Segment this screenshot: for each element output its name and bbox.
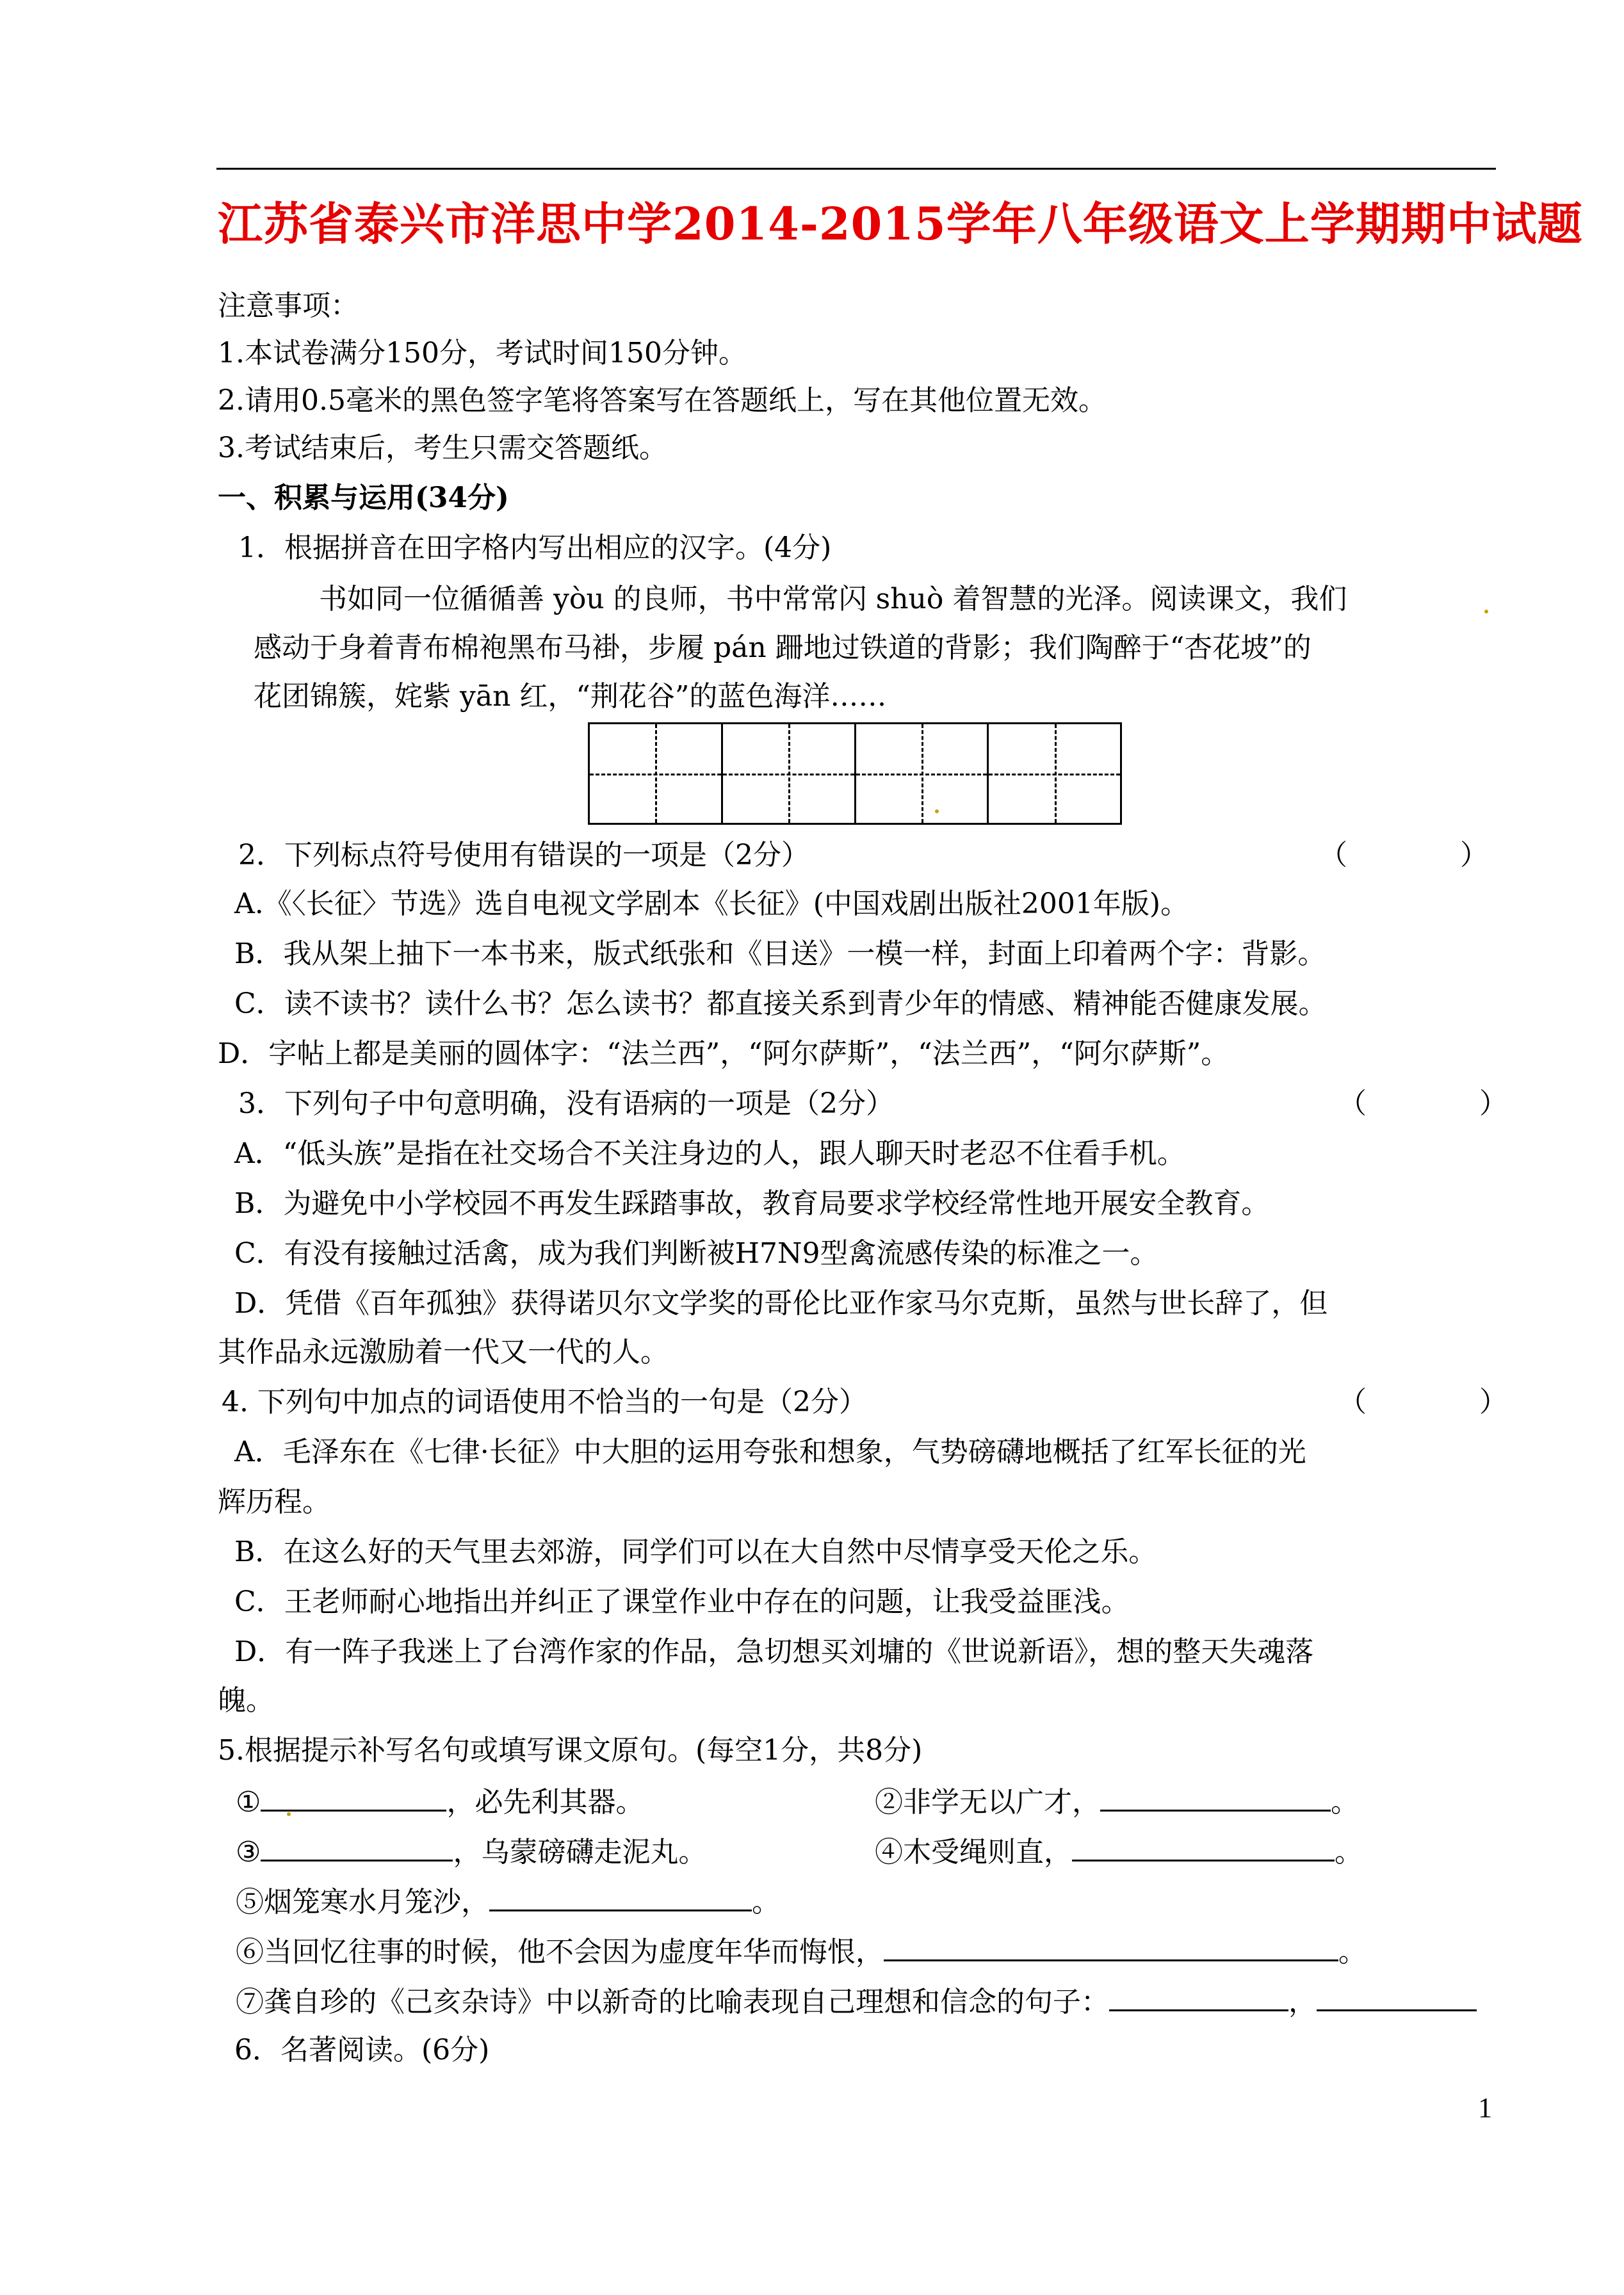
emphasis-dot (935, 809, 939, 813)
q5-stem: 5.根据提示补写名句或填写课文原句。(每空1分，共8分) (218, 1734, 923, 1767)
q4-answer-paren[interactable]: （ ） (1338, 1386, 1507, 1418)
q1-text-line: 花团锦簇，姹紫 yān 红，“荆花谷”的蓝色海洋…… (254, 680, 887, 713)
q5-blank-3[interactable] (261, 1831, 453, 1861)
emphasis-dot (287, 1812, 291, 1816)
q2-stem: 2．下列标点符号使用有错误的一项是（2分） (238, 839, 809, 872)
q5-blank-6[interactable] (884, 1931, 1338, 1961)
q5-blank-4-line: ④木受绳则直， 。 (875, 1831, 1363, 1872)
q5-blank-7a[interactable] (1109, 1981, 1288, 2011)
grid-cell[interactable] (856, 724, 989, 823)
q4-option-b: B．在这么好的天气里去郊游，同学们可以在大自然中尽情享受天伦之乐。 (234, 1536, 1157, 1568)
q3-option-d: D．凭借《百年孤独》获得诺贝尔文学奖的哥伦比亚作家马尔克斯，虽然与世长辞了，但 (234, 1287, 1328, 1320)
page-title: 江苏省泰兴市洋思中学2014-2015学年八年级语文上学期期中试题 (218, 197, 1583, 250)
q5-blank-3-line: ③ ，乌蒙磅礴走泥丸。 (236, 1831, 706, 1872)
grid-cell[interactable] (590, 724, 723, 823)
q3-option-b: B．为避免中小学校园不再发生踩踏事故，教育局要求学校经常性地开展安全教育。 (234, 1187, 1270, 1220)
q2-option-d: D．字帖上都是美丽的圆体字：“法兰西”，“阿尔萨斯”，“法兰西”，“阿尔萨斯”。 (218, 1037, 1230, 1070)
notice-item: 1.本试卷满分150分，考试时间150分钟。 (218, 337, 747, 369)
q3-stem: 3．下列句子中句意明确，没有语病的一项是（2分） (238, 1087, 894, 1120)
q3-option-c: C．有没有接触过活禽，成为我们判断被H7N9型禽流感传染的标准之一。 (234, 1237, 1158, 1270)
q5-blank-6-line: ⑥当回忆往事的时候，他不会因为虚度年华而悔恨， 。 (236, 1931, 1367, 1972)
notice-heading: 注意事项： (218, 289, 359, 322)
notice-item: 3.考试结束后，考生只需交答题纸。 (218, 432, 667, 464)
emphasis-dot (1484, 610, 1488, 613)
q5-blank-5-line: ⑤烟笼寒水月笼沙， 。 (236, 1881, 780, 1922)
q4-option-d: D．有一阵子我迷上了台湾作家的作品，急切想买刘墉的《世说新语》，想的整天失魂落 (234, 1635, 1314, 1668)
q4-stem: 4. 下列句中加点的词语使用不恰当的一句是（2分） (222, 1386, 867, 1418)
q2-option-a: A.《〈长征〉节选》选自电视文学剧本《长征》(中国戏剧出版社2001年版)。 (234, 888, 1189, 920)
q5-blank-1[interactable] (261, 1781, 446, 1812)
q3-answer-paren[interactable]: （ ） (1338, 1087, 1507, 1120)
q5-blank-4[interactable] (1072, 1831, 1335, 1861)
q2-option-b: B．我从架上抽下一本书来，版式纸张和《目送》一模一样，封面上印着两个字：背影。 (234, 937, 1326, 970)
q5-blank-1-line: ① ，必先利其器。 (236, 1781, 644, 1822)
q5-blank-7b[interactable] (1317, 1981, 1477, 2011)
page-number: 1 (1478, 2092, 1492, 2123)
q4-option-a-cont: 辉历程。 (218, 1486, 330, 1518)
q5-blank-7-line: ⑦龚自珍的《己亥杂诗》中以新奇的比喻表现自己理想和信念的句子： ， (236, 1981, 1477, 2022)
q4-option-c: C．王老师耐心地指出并纠正了课堂作业中存在的问题，让我受益匪浅。 (234, 1585, 1130, 1618)
section-heading: 一、积累与运用(34分) (218, 482, 509, 514)
q4-option-a: A．毛泽东在《七律·长征》中大胆的运用夸张和想象，气势磅礴地概括了红军长征的光 (234, 1436, 1306, 1468)
q5-blank-2-line: ②非学无以广才， 。 (875, 1781, 1359, 1822)
q1-stem: 1．根据拼音在田字格内写出相应的汉字。(4分) (238, 531, 832, 564)
top-rule (216, 168, 1496, 170)
q3-option-a: A．“低头族”是指在社交场合不关注身边的人，跟人聊天时老忍不住看手机。 (234, 1137, 1185, 1170)
q6-stem: 6．名著阅读。(6分) (234, 2034, 490, 2066)
q3-option-d-cont: 其作品永远激励着一代又一代的人。 (218, 1336, 669, 1368)
q1-text-line: 书如同一位循循善 yòu 的良师，书中常常闪 shuò 着智慧的光泽。阅读课文，我们 (319, 583, 1347, 615)
tianzige-grid[interactable] (588, 722, 1122, 825)
grid-cell[interactable] (989, 724, 1120, 823)
q2-option-c: C．读不读书？读什么书？怎么读书？都直接关系到青少年的情感、精神能否健康发展。 (234, 987, 1327, 1020)
q2-answer-paren[interactable]: （ ） (1319, 839, 1488, 872)
grid-cell[interactable] (723, 724, 856, 823)
q1-text-line: 感动于身着青布棉袍黑布马褂，步履 pán 跚地过铁道的背影；我们陶醉于“杏花坡”的 (254, 631, 1311, 664)
q4-option-d-cont: 魄。 (218, 1684, 274, 1717)
q5-blank-5[interactable] (489, 1881, 752, 1911)
q5-blank-2[interactable] (1100, 1781, 1331, 1812)
notice-item: 2.请用0.5毫米的黑色签字笔将答案写在答题纸上，写在其他位置无效。 (218, 384, 1107, 417)
